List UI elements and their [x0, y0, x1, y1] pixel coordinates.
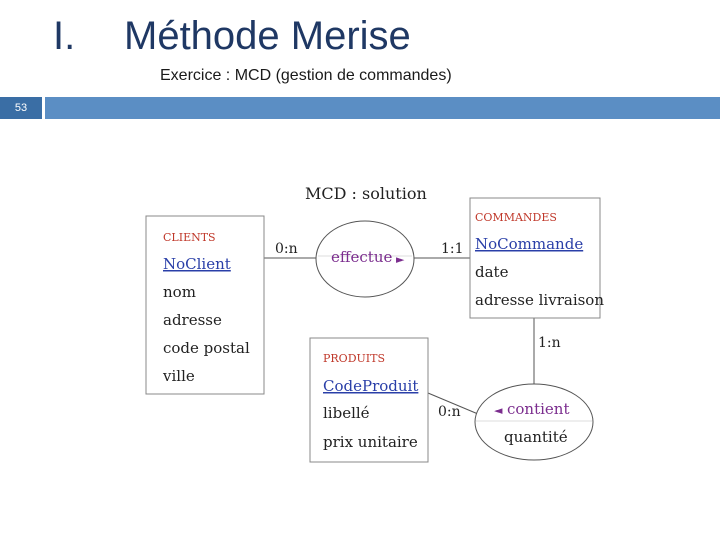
- entity-commandes-key: NoCommande: [475, 235, 584, 253]
- diagram-title: MCD : solution: [305, 184, 427, 203]
- reverse-arrow-icon: ◄: [494, 404, 503, 417]
- slide-number-badge: 53: [0, 97, 42, 119]
- entity-commandes-name: COMMANDES: [475, 211, 557, 224]
- entity-clients-attr: adresse: [163, 311, 222, 329]
- page-title: Méthode Merise: [124, 14, 411, 58]
- relation-effectue: [316, 221, 414, 297]
- entity-produits-key: CodeProduit: [323, 377, 419, 395]
- cardinality-clients-effectue: 0:n: [275, 241, 298, 257]
- entity-commandes-attr: date: [475, 263, 509, 281]
- entity-produits-name: PRODUITS: [323, 352, 386, 365]
- entity-produits-attr: prix unitaire: [323, 433, 418, 451]
- cardinality-commandes-contient: 1:n: [538, 335, 561, 351]
- entity-clients: [146, 216, 264, 394]
- entity-clients-attr: code postal: [163, 339, 250, 357]
- play-arrow-icon: ►: [396, 253, 405, 266]
- relation-effectue-name: effectue: [331, 248, 393, 266]
- entity-clients-name: CLIENTS: [163, 231, 216, 244]
- relation-contient: [475, 384, 593, 460]
- relation-contient-attr: quantité: [504, 428, 568, 446]
- section-number: I.: [53, 14, 76, 58]
- entity-clients-key: NoClient: [163, 255, 231, 273]
- entity-produits-attr: libellé: [323, 404, 370, 422]
- entity-commandes: [470, 198, 604, 318]
- entity-clients-attr: ville: [163, 367, 195, 385]
- entity-commandes-attr: adresse livraison: [475, 291, 605, 309]
- relation-contient-name: contient: [507, 400, 570, 418]
- cardinality-effectue-commandes: 1:1: [441, 241, 464, 257]
- entity-clients-attr: nom: [163, 283, 196, 301]
- page-subtitle: Exercice : MCD (gestion de commandes): [160, 67, 452, 84]
- cardinality-produits-contient: 0:n: [438, 404, 461, 420]
- entity-produits: [310, 338, 428, 462]
